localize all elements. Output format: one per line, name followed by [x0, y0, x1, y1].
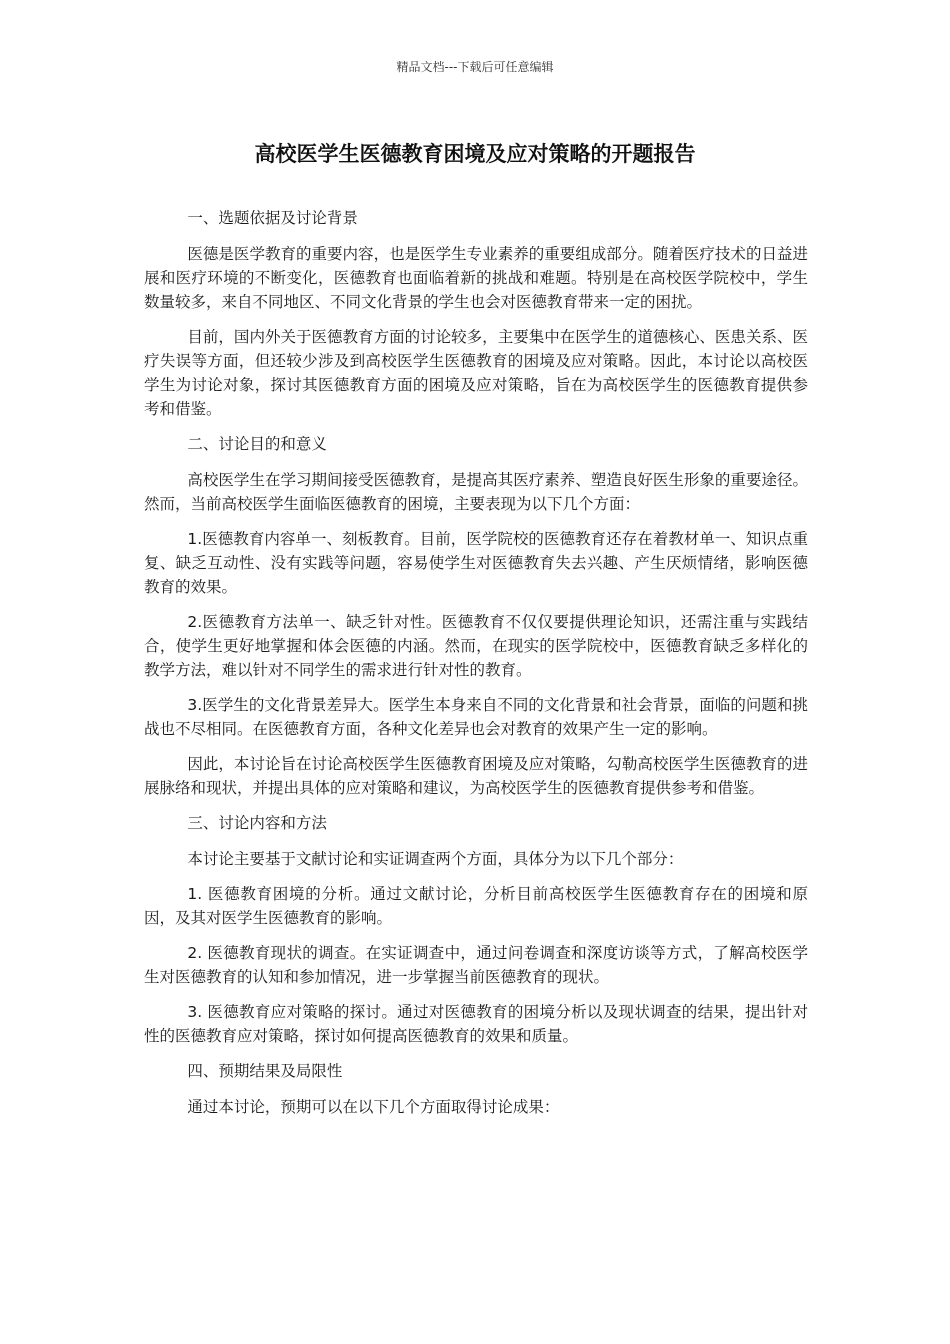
- paragraph: 因此，本讨论旨在讨论高校医学生医德教育困境及应对策略，勾勒高校医学生医德教育的进展脉络和现状，并提出具体的应对策略和建议，为高校医学生的医德教育提供参考和借鉴。: [144, 755, 808, 797]
- section-heading-4: 四、预期结果及局限性: [187, 1062, 343, 1080]
- paragraph: 目前，国内外关于医德教育方面的讨论较多，主要集中在医学生的道德核心、医患关系、医疗失误等方面，但还较少涉及到高校医学生医德教育的困境及应对策略。因此，本讨论以高校医学生为讨论对象，探讨其医德教育方面的困境及应对策略，旨在为高校医学生的医德教育提供参考和借鉴。: [144, 328, 808, 418]
- list-item-paragraph: 2. 医德教育现状的调查。在实证调查中，通过问卷调查和深度访谈等方式，了解高校医学生对医德教育的认知和参加情况，进一步掌握当前医德教育的现状。: [144, 944, 808, 986]
- paragraph: 通过本讨论，预期可以在以下几个方面取得讨论成果：: [187, 1098, 560, 1116]
- paragraph: 高校医学生在学习期间接受医德教育，是提高其医疗素养、塑造良好医生形象的重要途径。然而，当前高校医学生面临医德教育的困境，主要表现为以下几个方面：: [144, 471, 808, 513]
- list-item-paragraph: 1.医德教育内容单一、刻板教育。目前，医学院校的医德教育还存在着教材单一、知识点重复、缺乏互动性、没有实践等问题，容易使学生对医德教育失去兴趣、产生厌烦情绪，影响医德教育的效果。: [144, 530, 808, 596]
- header-note: 精品文档---下载后可任意编辑: [396, 60, 554, 74]
- section-heading-2: 二、讨论目的和意义: [187, 435, 327, 453]
- section-heading-3: 三、讨论内容和方法: [187, 814, 327, 832]
- list-item-paragraph: 3. 医德教育应对策略的探讨。通过对医德教育的困境分析以及现状调查的结果，提出针对性的医德教育应对策略，探讨如何提高医德教育的效果和质量。: [144, 1003, 808, 1045]
- paragraph: 本讨论主要基于文献讨论和实证调查两个方面，具体分为以下几个部分：: [187, 850, 684, 868]
- list-item-paragraph: 2.医德教育方法单一、缺乏针对性。医德教育不仅仅要提供理论知识，还需注重与实践结合，使学生更好地掌握和体会医德的内涵。然而，在现实的医学院校中，医德教育缺乏多样化的教学方法，难以针对不同学生的需求进行针对性的教育。: [144, 613, 808, 679]
- list-item-paragraph: 1. 医德教育困境的分析。通过文献讨论，分析目前高校医学生医德教育存在的困境和原因，及其对医学生医德教育的影响。: [144, 885, 808, 927]
- section-heading-1: 一、选题依据及讨论背景: [187, 209, 358, 227]
- list-item-paragraph: 3.医学生的文化背景差异大。医学生本身来自不同的文化背景和社会背景，面临的问题和挑战也不尽相同。在医德教育方面，各种文化差异也会对教育的效果产生一定的影响。: [144, 696, 808, 738]
- paragraph: 医德是医学教育的重要内容，也是医学生专业素养的重要组成部分。随着医疗技术的日益进展和医疗环境的不断变化，医德教育也面临着新的挑战和难题。特别是在高校医学院校中，学生数量较多，来自不同地区、不同文化背景的学生也会对医德教育带来一定的困扰。: [144, 245, 808, 311]
- document-body: [144, 206, 808, 1130]
- document-title: 高校医学生医德教育困境及应对策略的开题报告: [254, 142, 696, 166]
